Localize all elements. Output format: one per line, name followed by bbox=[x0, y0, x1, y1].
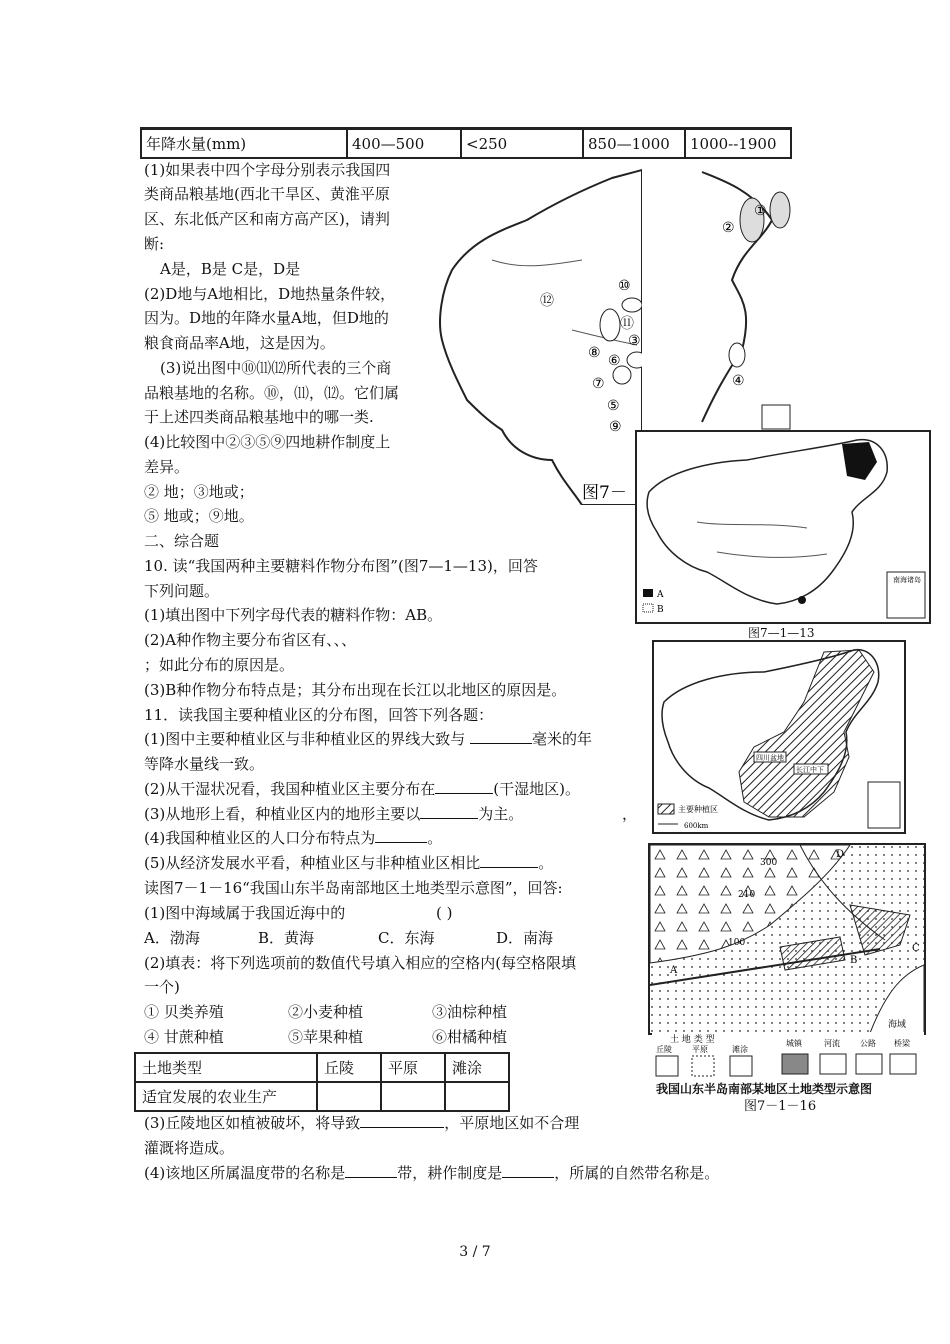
s2-text: 一个) bbox=[144, 978, 180, 996]
q1-line: 区、东北低产区和南方高产区)，请判 bbox=[144, 210, 390, 228]
legend-label-plain: 平原 bbox=[692, 1045, 708, 1054]
legend-label-river: 河流 bbox=[824, 1039, 840, 1048]
q10-line: (2)A种作物主要分布省区有、、、 bbox=[144, 631, 357, 649]
map3-legend-label: 主要种植区 bbox=[678, 805, 718, 814]
q11-line: 等降水量线一致。 bbox=[144, 755, 265, 773]
legend-label-tidal: 滩涂 bbox=[732, 1045, 748, 1054]
map2-caption: 图7—1—13 bbox=[748, 626, 815, 640]
s3-text: ，平原地区如不合理 bbox=[444, 1114, 580, 1132]
q1-line: ② 地；③地或； bbox=[144, 483, 254, 501]
q11-text: (3)从地形上看，种植业区内的地形主要以 bbox=[144, 805, 421, 823]
map-number-1: ① bbox=[754, 203, 767, 219]
base-region bbox=[627, 352, 642, 368]
point-b: B bbox=[850, 955, 858, 966]
s4-text: (4)该地区所属温度带的名称是 bbox=[144, 1164, 346, 1182]
q11-item bbox=[144, 778, 580, 800]
map1-caption: 图7－ bbox=[582, 483, 627, 503]
answer-blank[interactable] bbox=[480, 852, 538, 868]
q1-line: 断: bbox=[144, 235, 165, 253]
land-type-table bbox=[134, 1052, 510, 1112]
choice: ⑥柑橘种植 bbox=[432, 1028, 508, 1046]
legend-b-swatch bbox=[643, 604, 653, 612]
q11-item bbox=[144, 827, 442, 849]
map-number-3: ③ bbox=[628, 333, 641, 349]
s1-text: (1)图中海域属于我国近海中的 bbox=[144, 904, 346, 922]
contour-label-210: 210 bbox=[738, 890, 756, 900]
legend-bridge-swatch bbox=[890, 1054, 916, 1074]
q11-text: 为主。 bbox=[478, 805, 524, 823]
map-number-2: ② bbox=[722, 220, 735, 236]
q10-line: (1)填出图中下列字母代表的糖料作物：AB。 bbox=[144, 606, 443, 624]
map-land-svg bbox=[650, 845, 924, 1033]
q10-line: 下列问题。 bbox=[144, 582, 220, 600]
choice: ③油棕种植 bbox=[432, 1003, 508, 1021]
s2-text: (2)填表：将下列选项前的数值代号填入相应的空格内(每空格限填 bbox=[144, 954, 577, 972]
legend-tidal-swatch bbox=[730, 1056, 752, 1076]
legend-road-swatch bbox=[856, 1054, 882, 1074]
option-a[interactable]: A．渤海 bbox=[144, 929, 200, 947]
q11-item bbox=[144, 728, 592, 750]
map3-scale-label: 600km bbox=[684, 822, 709, 830]
map-number-11: ⑪ bbox=[620, 316, 634, 332]
s3-text: 灌溉将造成。 bbox=[144, 1139, 235, 1157]
map3-label-sichuan: 四川盆地 bbox=[756, 754, 784, 762]
page-number: 3 / 7 bbox=[459, 1244, 491, 1260]
land-header: 滩涂 bbox=[445, 1053, 509, 1082]
contour-label-300: 300 bbox=[760, 858, 778, 868]
map3-label-yangtze: 长江中下 bbox=[796, 766, 824, 774]
q1-line: 类商品粮基地(西北干旱区、黄淮平原 bbox=[144, 185, 390, 203]
map4-caption: 图7－1－16 bbox=[744, 1099, 817, 1114]
q11-text: 毫米的年 bbox=[532, 730, 593, 748]
inset-label: 南海诸岛 bbox=[893, 576, 921, 584]
map4-title: 我国山东半岛南部某地区土地类型示意图 bbox=[656, 1082, 873, 1096]
legend-town-swatch bbox=[782, 1054, 808, 1074]
map-sugar-crops bbox=[635, 430, 931, 624]
map-planting-zones bbox=[652, 640, 906, 834]
q10-line: 10. 读“我国两种主要糖料作物分布图”(图7—1—13)，回答 bbox=[144, 557, 538, 575]
land-legend bbox=[652, 1032, 924, 1078]
map-grain-bases bbox=[432, 160, 642, 505]
q1-line: 粮食商品率A地，这是因为。 bbox=[144, 334, 335, 352]
map-grain-bases-east bbox=[642, 160, 792, 430]
answer-blank[interactable] bbox=[470, 728, 532, 744]
s4-item bbox=[144, 1162, 719, 1184]
rainfall-cell: 1000--1900 bbox=[685, 129, 791, 159]
legend-label-bridge: 桥梁 bbox=[894, 1039, 910, 1048]
stray-comma: ， bbox=[622, 805, 638, 823]
land-answer-cell[interactable] bbox=[317, 1082, 381, 1111]
q11-item bbox=[144, 852, 553, 874]
q11-text: (2)从干湿状况看，我国种植业区主要分布在 bbox=[144, 780, 436, 798]
q1-line: (1)如果表中四个字母分别表示我国四 bbox=[144, 161, 391, 179]
q10-line: ；如此分布的原因是。 bbox=[144, 656, 295, 674]
rainfall-label: 年降水量(mm) bbox=[141, 129, 347, 159]
q10-line: (3)B种作物分布特点是；其分布出现在长江以北地区的原因是。 bbox=[144, 681, 567, 699]
q1-line: 差异。 bbox=[144, 458, 190, 476]
sea-label: 海域 bbox=[888, 1020, 907, 1030]
answer-blank[interactable] bbox=[375, 827, 427, 843]
s3-text: (3)丘陵地区如植被破坏，将导致 bbox=[144, 1114, 361, 1132]
legend-river-swatch bbox=[820, 1054, 846, 1074]
point-d: D bbox=[836, 849, 845, 860]
point-a: A bbox=[670, 965, 678, 976]
q11-text: 。 bbox=[538, 854, 554, 872]
rainfall-cell: <250 bbox=[461, 129, 583, 159]
map-land-types bbox=[648, 843, 926, 1035]
rainfall-table bbox=[140, 127, 792, 159]
section-heading: 二、综合题 bbox=[144, 532, 220, 550]
q11-text: (1)图中主要种植业区与非种植业区的界线大致与 bbox=[144, 730, 466, 748]
base-region bbox=[622, 298, 642, 312]
base-region bbox=[600, 309, 620, 341]
land-answer-cell[interactable] bbox=[445, 1082, 509, 1111]
land-header: 平原 bbox=[381, 1053, 445, 1082]
map-planting-svg bbox=[654, 642, 904, 832]
south-sea-inset bbox=[868, 782, 900, 828]
land-answer-cell[interactable] bbox=[381, 1082, 445, 1111]
base-region bbox=[729, 343, 745, 367]
map-number-10: ⑩ bbox=[618, 278, 631, 294]
read-fig16: 读图7－1－16“我国山东半岛南部地区土地类型示意图”，回答: bbox=[144, 879, 563, 897]
answer-blank[interactable] bbox=[420, 803, 478, 819]
q1-line: ⑤ 地或；⑨地。 bbox=[144, 507, 254, 525]
answer-blank[interactable] bbox=[345, 1162, 397, 1178]
legend-label-road: 公路 bbox=[860, 1039, 876, 1048]
q1-line: A是，B是 C是，D是 bbox=[160, 260, 301, 278]
q11-text: (5)从经济发展水平看，种植业区与非种植业区相比 bbox=[144, 854, 481, 872]
option-d[interactable]: D．南海 bbox=[496, 929, 554, 947]
legend-hill-swatch bbox=[656, 1056, 678, 1076]
map-number-8: ⑧ bbox=[588, 345, 601, 361]
contour-label-100: 100 bbox=[728, 938, 746, 948]
crop-b-region bbox=[798, 596, 806, 604]
q1-line: (3)说出图中⑩⑾⑿所代表的三个商 bbox=[160, 359, 392, 377]
land-header: 土地类型 bbox=[135, 1053, 317, 1082]
rainfall-cell: 850—1000 bbox=[583, 129, 685, 159]
choice: ④ 甘蔗种植 bbox=[144, 1028, 224, 1046]
q1-line: (2)D地与A地相比，D地热量条件较， bbox=[144, 285, 396, 303]
q11-text: (干湿地区)。 bbox=[493, 780, 580, 798]
map-number-9: ⑨ bbox=[609, 419, 622, 435]
s4-text: ，所属的自然带名称是。 bbox=[554, 1164, 720, 1182]
choice: ⑤苹果种植 bbox=[288, 1028, 364, 1046]
map-number-7: ⑦ bbox=[592, 376, 605, 392]
land-row-label: 适宜发展的农业生产 bbox=[135, 1082, 317, 1111]
q11-item bbox=[144, 803, 523, 825]
q11-intro: 11．读我国主要种植业区的分布图，回答下列各题： bbox=[144, 706, 494, 724]
q1-line: 因为。D地的年降水量A地，但D地的 bbox=[144, 309, 389, 327]
legend-label-hill: 丘陵 bbox=[656, 1045, 672, 1054]
answer-blank[interactable] bbox=[502, 1162, 554, 1178]
map-number-6: ⑥ bbox=[608, 353, 621, 369]
s3-item bbox=[144, 1112, 579, 1134]
base-region bbox=[770, 192, 790, 228]
inset-box bbox=[762, 405, 790, 429]
map-number-4: ④ bbox=[732, 373, 745, 389]
q1-line: 于上述四类商品粮基地中的哪一类. bbox=[144, 408, 374, 426]
legend-a-label: A bbox=[657, 590, 664, 600]
q11-text: (4)我国种植业区的人口分布特点为 bbox=[144, 829, 376, 847]
land-header: 丘陵 bbox=[317, 1053, 381, 1082]
answer-blank[interactable] bbox=[435, 778, 493, 794]
legend-b-label: B bbox=[657, 605, 664, 615]
choice: ②小麦种植 bbox=[288, 1003, 364, 1021]
map-number-12: ⑫ bbox=[540, 293, 554, 309]
legend-header: 土 地 类 型 bbox=[670, 1035, 715, 1045]
map-number-5: ⑤ bbox=[607, 398, 620, 414]
s1-answer-paren[interactable]: ( ) bbox=[436, 904, 453, 922]
map-sugar-svg bbox=[637, 432, 929, 622]
legend-a-swatch bbox=[643, 589, 653, 597]
choice: ① 贝类养殖 bbox=[144, 1003, 224, 1021]
q1-line: (4)比较图中②③⑤⑨四地耕作制度上 bbox=[144, 433, 391, 451]
option-b[interactable]: B．黄海 bbox=[258, 929, 315, 947]
option-c[interactable]: C．东海 bbox=[378, 929, 435, 947]
legend-swatch bbox=[658, 804, 674, 814]
legend-plain-swatch bbox=[692, 1056, 714, 1076]
q1-line: 品粮基地的名称。⑩，⑾，⑿。它们属 bbox=[144, 384, 400, 402]
point-c: C bbox=[912, 943, 920, 954]
s4-text: 带，耕作制度是 bbox=[397, 1164, 503, 1182]
rainfall-cell: 400—500 bbox=[347, 129, 461, 159]
q11-text: 。 bbox=[427, 829, 443, 847]
legend-label-town: 城镇 bbox=[786, 1039, 802, 1048]
answer-blank[interactable] bbox=[360, 1112, 444, 1128]
